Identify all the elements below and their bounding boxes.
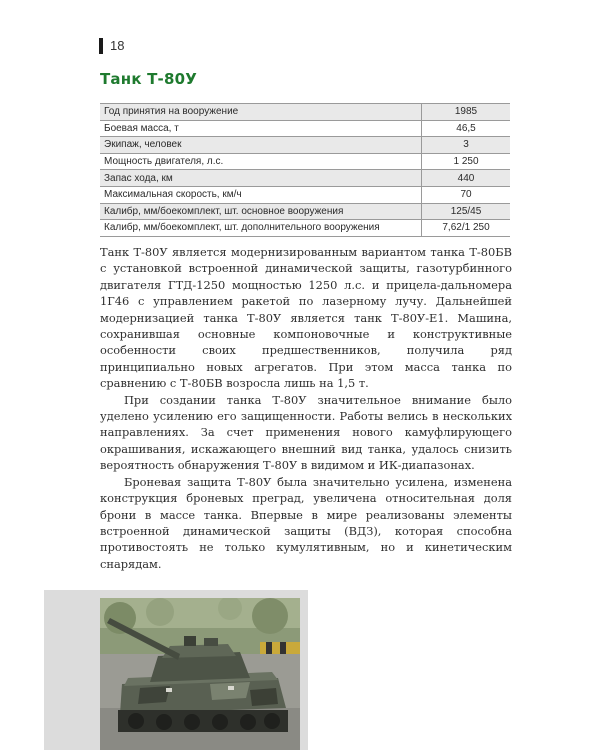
table-row (100, 120, 510, 137)
spec-value: 3 (422, 137, 511, 154)
spec-label: Боевая масса, т (100, 120, 422, 137)
spec-label: Калибр, мм/боекомплект, шт. основное вооружения (100, 203, 422, 220)
article-body (100, 244, 512, 572)
table-row (100, 153, 510, 170)
table-row (100, 104, 510, 121)
specs-table (100, 103, 510, 237)
spec-value: 1985 (422, 104, 511, 121)
spec-label: Экипаж, человек (100, 137, 422, 154)
paragraph: Броневая защита Т-80У была значительно усилена, изменена конструкция броневых преград, увеличена относительная доля брони в массе танка. Впервые в мире реализованы элементы встроенной динамической защиты (ВДЗ), которая способна противостоять не только кумулятивным, но и кинетическим снарядам. (100, 474, 512, 571)
table-row (100, 186, 510, 203)
spec-value: 125/45 (422, 203, 511, 220)
spec-value: 46,5 (422, 120, 511, 137)
spec-value: 440 (422, 170, 511, 187)
table-row (100, 170, 510, 187)
page-marker-bar (99, 38, 103, 54)
spec-value: 7,62/1 250 (422, 220, 511, 237)
page-number: 18 (110, 38, 125, 53)
tank-photo (100, 598, 300, 750)
spec-label: Запас хода, км (100, 170, 422, 187)
spec-value: 70 (422, 186, 511, 203)
spec-label: Мощность двигателя, л.с. (100, 153, 422, 170)
spec-label: Калибр, мм/боекомплект, шт. дополнительного вооружения (100, 220, 422, 237)
spec-label: Максимальная скорость, км/ч (100, 186, 422, 203)
section-title: Танк Т-80У (100, 70, 198, 88)
table-row (100, 203, 510, 220)
table-row (100, 220, 510, 237)
paragraph: При создании танка Т-80У значительное внимание было уделено усилению его защищенности. Работы велись в нескольких направлениях. За счет применения нового камуфлирующего окрашивания, искажающего внешний вид танка, удалось снизить вероятность обнаружения Т-80У в видимом и ИК-диапазонах. (100, 392, 512, 473)
table-row (100, 137, 510, 154)
paragraph: Танк Т-80У является модернизированным вариантом танка Т-80БВ с установкой встроенной динамической защиты, газотурбинного двигателя ГТД-1250 мощностью 1250 л.с. и прицела-дальномера 1Г46 с управлением ракетой по лазерному лучу. Дальнейшей модернизацией танка Т-80У является танк Т-80У-Е1. Машина, сохранившая основные компоновочные и конструктивные особенности своих предшественников, получила ряд принципиально новых агрегатов. При этом масса танка по сравнению с Т-80БВ возросла лишь на 1,5 т. (100, 245, 512, 391)
spec-label: Год принятия на вооружение (100, 104, 422, 121)
spec-value: 1 250 (422, 153, 511, 170)
